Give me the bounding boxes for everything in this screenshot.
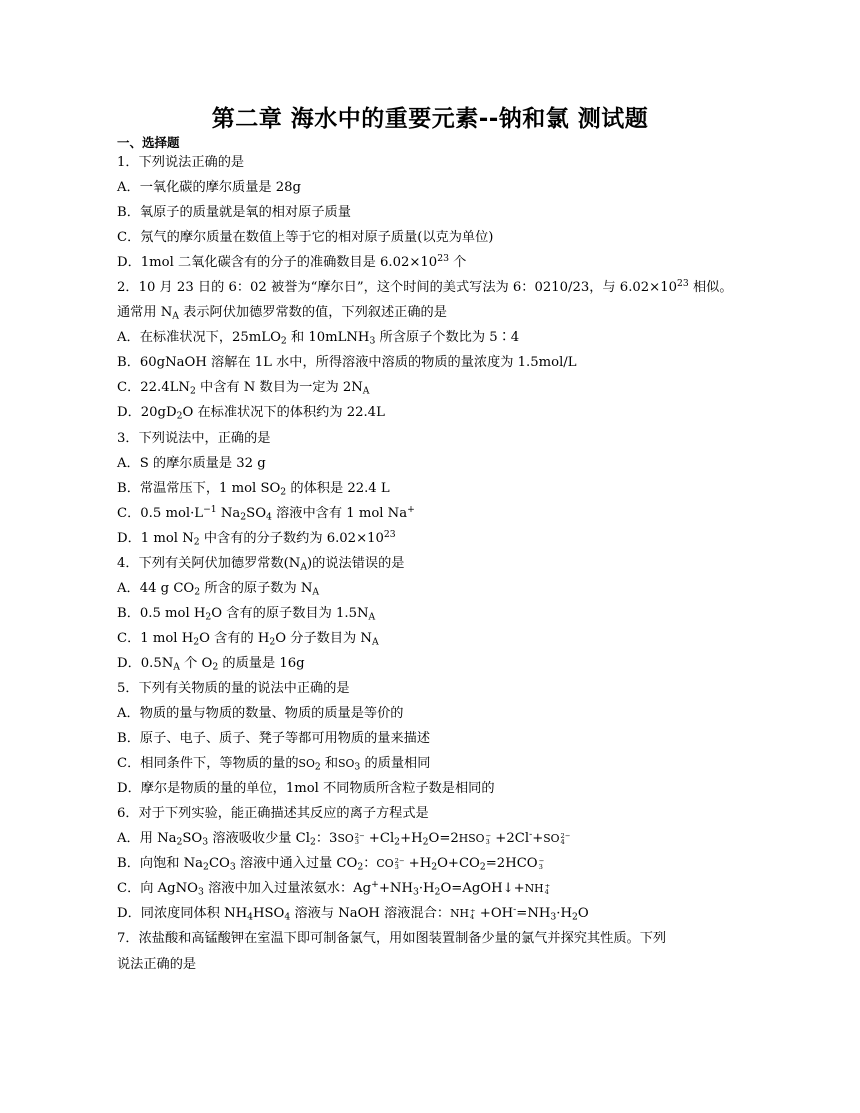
question-2-option-b: B．60gNaOH 溶解在 1L 水中，所得溶液中溶质的物质的量浓度为 1.5mol/L — [117, 355, 577, 371]
page-title: 第二章 海水中的重要元素--钠和氯 测试题 — [211, 106, 649, 132]
bicarbonate-charge: − 3 — [538, 856, 545, 872]
question-2-stem: 2．10 月 23 日的 6：02 被誉为“摩尔日”，这个时间的美式写法为 6：0210/23，与 $6.02\times 10^{23}$ 相似。 — [117, 278, 733, 296]
question-5-option-a: A．物质的量与物质的数量、物质的质量是等价的 — [117, 706, 404, 722]
question-7-stem-cont: 说法正确的是 — [117, 956, 197, 972]
question-7-stem: 7．浓盐酸和高锰酸钾在室温下即可制备氯气，用如图装置制备少量的氯气并探究其性质。下列 — [117, 931, 667, 947]
question-3-option-c: C．0.5 $mol\cdot L^{-1}$ $Na_2SO_4$ 溶液中含有 1 mol Na+ — [117, 503, 415, 522]
question-4-option-b: B．0.5 mol $H_2O$ 含有的原子数目为 $1.5N_A$ — [117, 605, 376, 623]
section-heading: 一、选择题 — [117, 135, 180, 150]
question-2-option-d: D．$20gD_2O$ 在标准状况下的体积约为 22.4L — [117, 405, 385, 422]
question-1-option-b: B．氧原子的质量就是氧的相对原子质量 — [117, 205, 351, 221]
question-4-stem: 4．下列有关阿伏加德罗常数$(N_A)$的说法错误的是 — [117, 555, 405, 573]
question-4-option-c: C．1 mol $H_2O$ 含有的 $H_2O$ 分子数目为 $N_A$ — [117, 630, 379, 648]
carbonate-ion: CO 2− 3 — [376, 856, 405, 872]
question-6-option-b: B．向饱和 $Na_2CO_3$ 溶液中通入过量 $CO_2$：CO 2− 3 $+H_2O+CO_2=2HCO$ − 3 — [117, 851, 757, 876]
question-6-option-a: A．用 $Na_2SO_3$ 溶液吸收少量 $Cl_2$：3SO 2− 3 $+Cl_2+H_2O=2HSO$ − 3 +2Cl-+SO 2− 4 — [117, 826, 757, 851]
question-2-stem-cont: 通常用 $N_A$ 表示阿伏加德罗常数的值，下列叙述正确的是 — [117, 305, 447, 322]
question-6-stem: 6．对于下列实验，能正确描述其反应的离子方程式是 — [117, 806, 429, 822]
ammonium-ion: NH + 4 — [524, 881, 551, 897]
question-1-option-c: C．氖气的摩尔质量在数值上等于它的相对原子质量(以克为单位) — [117, 230, 494, 246]
question-6-option-c: C．向 AgNO$_3$ 溶液中加入过量浓氨水：$Ag^++NH_3\cdot H_2O=AgOH↓+NH$ + 4 — [117, 876, 757, 901]
question-2-option-c: C．$22.4LN_2$ 中含有 N 数目为一定为 $2N_A$ — [117, 380, 370, 397]
question-5-option-b: B．原子、电子、质子、凳子等都可用物质的量来描述 — [117, 731, 431, 747]
ammonium-ion-2: NH + 4 — [450, 907, 476, 922]
question-5-stem: 5．下列有关物质的量的说法中正确的是 — [117, 680, 350, 696]
question-1-stem: 1．下列说法正确的是 — [117, 155, 245, 170]
question-5-option-d: D．摩尔是物质的量的单位，1mol 不同物质所含粒子数是相同的 — [117, 781, 495, 797]
sulfate-ion: SO 2− 4 — [543, 831, 571, 847]
question-5-option-c: C．相同条件下，等物质的量的$SO_2$ 和$SO_3$ 的质量相同 — [117, 756, 431, 773]
question-3-option-a: A．S 的摩尔质量是 32 g — [117, 455, 266, 471]
bisulfite-ion: HSO − 3 — [458, 831, 492, 847]
question-3-option-d: D．1 mol $N_2$ 中含有的分子数约为 $6.02\times 10^{23}$ — [117, 528, 396, 547]
question-3-stem: 3．下列说法中，正确的是 — [117, 430, 271, 446]
question-6-option-d: D．同浓度同体积 $NH_4HSO_4$ 溶液与 NaOH 溶液混合：NH + 4 $+OH^-=NH_3\cdot H_2O$ — [117, 901, 757, 926]
question-4-option-a: A．44 g $CO_2$ 所含的原子数为 $N_A$ — [117, 580, 320, 598]
question-2-option-a: A．在标准状况下，25mLO$_2$ 和 10mLNH$_3$ 所含原子个数比为 5∶4 — [117, 330, 520, 347]
question-4-option-d: D．$0.5N_A$ 个 $O_2$ 的质量是 16g — [117, 655, 305, 673]
question-1-option-d: D．1mol 二氧化碳含有的分子的准确数目是 $6.02\times 10^{23}$ 个 — [117, 253, 467, 271]
sulfite-ion: SO 2− 3 — [337, 831, 365, 847]
question-3-option-b: B．常温常压下，1 mol $SO_2$ 的体积是 22.4 L — [117, 480, 390, 497]
question-1-option-a: A．一氧化碳的摩尔质量是 28g — [117, 180, 301, 196]
question-list — [117, 150, 757, 977]
